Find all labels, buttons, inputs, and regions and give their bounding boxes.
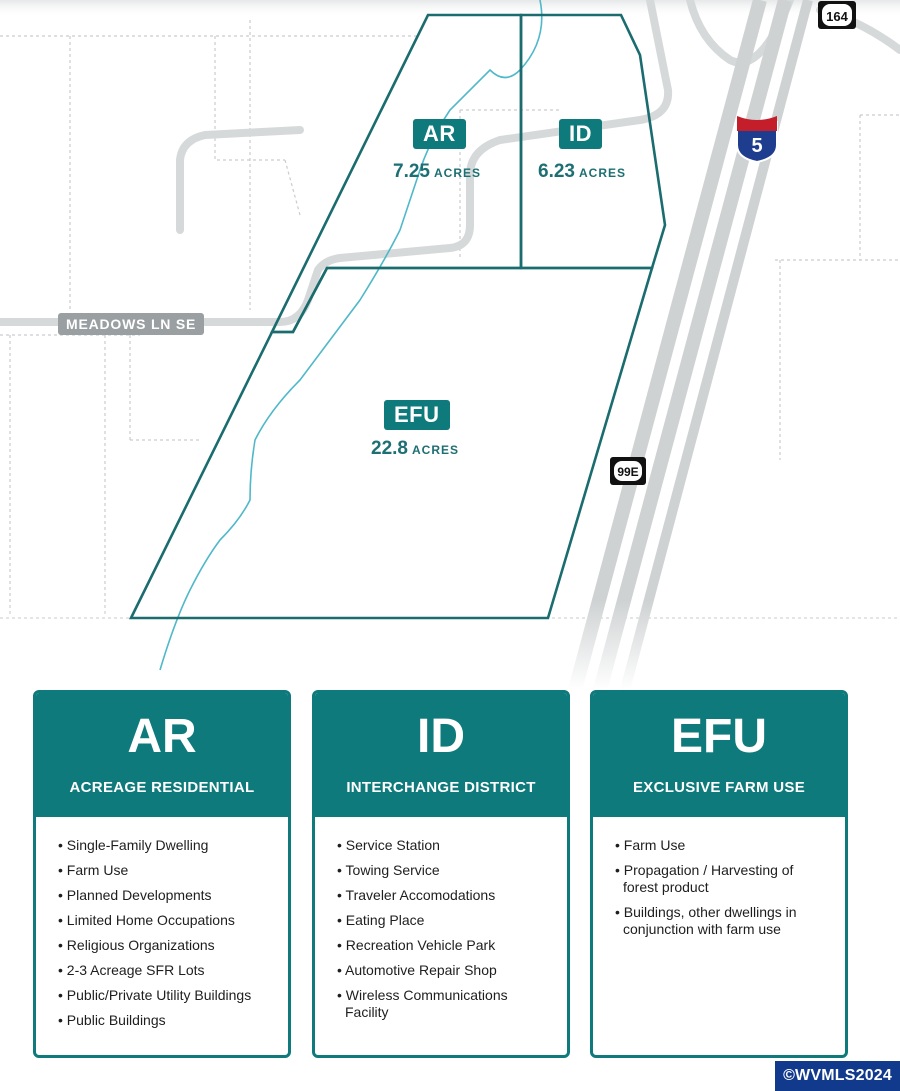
creek-line	[160, 0, 542, 670]
list-item: • Service Station	[337, 837, 553, 854]
card-code: ID	[417, 710, 465, 763]
list-item: • 2-3 Acreage SFR Lots	[58, 962, 274, 979]
card-ar	[33, 690, 291, 1058]
list-item: • Propagation / Harvesting of forest product	[615, 862, 831, 896]
card-header	[593, 693, 845, 817]
zone-acres-id	[538, 161, 626, 183]
list-item: • Limited Home Occupations	[58, 912, 274, 929]
road-side	[180, 130, 300, 230]
list-item: • Farm Use	[615, 837, 831, 854]
card-list	[36, 817, 288, 1029]
list-item: • Buildings, other dwellings in conjunction with farm use	[615, 904, 831, 938]
acres-value: 22.8	[371, 438, 408, 459]
svg-text:99E: 99E	[617, 465, 639, 479]
svg-text:164: 164	[826, 9, 848, 24]
list-item: • Eating Place	[337, 912, 553, 929]
list-item: • Public Buildings	[58, 1012, 274, 1029]
card-list	[593, 817, 845, 938]
hwy-99e-shield	[610, 457, 646, 485]
zone-acres-ar	[393, 161, 481, 183]
list-item: • Farm Use	[58, 862, 274, 879]
acres-unit: ACRES	[433, 166, 481, 180]
svg-text:5: 5	[751, 135, 763, 157]
acres-unit: ACRES	[578, 166, 626, 180]
i5-shield	[737, 116, 777, 162]
list-item: • Automotive Repair Shop	[337, 962, 553, 979]
acres-value: 7.25	[393, 161, 430, 182]
card-code: EFU	[671, 710, 767, 763]
list-item: • Single-Family Dwelling	[58, 837, 274, 854]
zone-boundaries	[131, 15, 665, 618]
list-item: • Religious Organizations	[58, 937, 274, 954]
list-item: • Wireless Communications Facility	[337, 987, 553, 1021]
road-label-meadows-ln: MEADOWS LN SE	[58, 313, 204, 335]
card-code: AR	[127, 710, 197, 763]
card-header	[36, 693, 288, 817]
list-item: • Traveler Accomodations	[337, 887, 553, 904]
card-list	[315, 817, 567, 1021]
card-header	[315, 693, 567, 817]
zone-tag-ar: AR	[413, 119, 466, 149]
hwy-164-shield	[818, 1, 856, 29]
card-title: ACREAGE RESIDENTIAL	[69, 779, 255, 796]
map-bottom-fade	[0, 600, 900, 690]
list-item: • Planned Developments	[58, 887, 274, 904]
card-efu	[590, 690, 848, 1058]
zone-tag-efu: EFU	[384, 400, 450, 430]
card-title: INTERCHANGE DISTRICT	[346, 779, 536, 796]
zone-tag-id: ID	[559, 119, 602, 149]
card-id	[312, 690, 570, 1058]
list-item: • Towing Service	[337, 862, 553, 879]
acres-value: 6.23	[538, 161, 575, 182]
interstate-corridor	[575, 0, 808, 690]
card-title: EXCLUSIVE FARM USE	[632, 779, 806, 796]
acres-unit: ACRES	[411, 443, 459, 457]
list-item: • Public/Private Utility Buildings	[58, 987, 274, 1004]
list-item: • Recreation Vehicle Park	[337, 937, 553, 954]
copyright-badge: ©WVMLS2024	[775, 1061, 900, 1091]
zone-acres-efu	[371, 438, 459, 460]
